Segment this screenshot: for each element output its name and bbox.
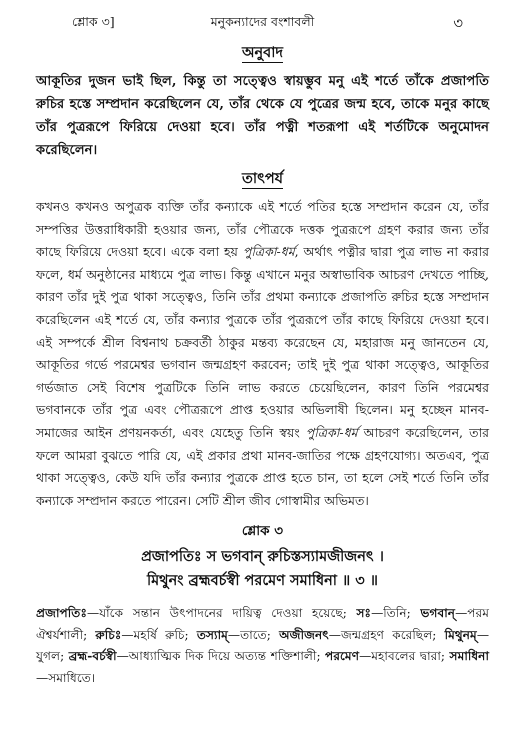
synonym-word: সঃ [356,606,372,621]
synonym-word: অজীজনৎ [279,627,329,642]
verse-reference: শ্লোক ৩] [72,14,115,29]
synonym-word: সমাধিনা [449,649,489,664]
word-synonyms [36,603,489,689]
purport-heading: তাৎপর্য [241,170,284,187]
purport-term: পুত্রিকা-ধর্ম [305,424,358,440]
translation-text: আকূতির দুজন ভাই ছিল, কিন্তু তা সত্ত্বেও স্বায়ম্ভুব মনু এই শর্তে তাঁকে প্রজাপতি রুচির হস্তে সম্প্রদান করেছিলেন যে, তাঁর থেকে যে পুত্রের জন্ম হবে, তাকে মনুর কাছে তাঁর পুত্ররূপে ফিরিয়ে দেওয়া হবে। তাঁর পত্নী শতরূপা এই শর্তটিকে অনুমোদন করেছিলেন। [36,74,489,158]
synonym-word: ব্রহ্ম-বর্চস্বী [68,649,117,664]
synonym-meaning: —আধ্যাত্মিক দিক দিয়ে অত্যন্ত শক্তিশালী; [116,649,326,664]
synonym-meaning: —যুগল; [36,627,489,664]
synonym-meaning: —মহর্ষি রুচি; [121,627,197,642]
synonym-meaning: —মহাবলের দ্বারা; [359,649,450,664]
purport-segment: , অর্থাৎ পত্নীর দ্বারা পুত্র লাভ না করার ফলে, ধর্ম অনুষ্ঠানের মাধ্যমে পুত্র লাভ। কিন্তু এখানে মনুর অস্বাভাবিক আচরণ দেখতে পাচ্ছি, কারণ তাঁর দুই পুত্র থাকা সত্ত্বেও, তিনি তাঁর প্রথমা কন্যাকে প্রজাপতি রুচির হস্তে সম্প্রদান করেছিলেন এই শর্তে যে, তাঁর কন্যার পুত্রকে তাঁর পুত্ররূপে তাঁর কাছে ফিরিয়ে দেওয়া হবে। এই সম্পর্কে শ্রীল বিশ্বনাথ চক্রবর্তী ঠাকুর মন্তব্য করেছেন যে, মহারাজ মনু জানতেন যে, আকূতির গর্ভে পরমেশ্বর ভগবান জন্মগ্রহণ করবেন; তাই দুই পুত্র থাকা সত্ত্বেও, আকূতির গর্ভজাত সেই বিশেষ পুত্রটিকে তিনি লাভ করতে চেয়েছিলেন, কারণ তিনি পরমেশ্বর ভগবানকে তাঁর পুত্র এবং পৌত্ররূপে প্রাপ্ত হওয়ার অভিলাষী ছিলেন। মনু হচ্ছেন মানব-সমাজের আইন প্রণয়নকর্তা, এবং যেহেতু তিনি স্বয়ং [36,244,489,440]
purport-segment: আচরণ করেছিলেন, তার ফলে আমরা বুঝতে পারি যে, এই প্রকার প্রথা মানব-জাতির পক্ষে গ্রহণযোগ্য। অতএব, পুত্র থাকা সত্ত্বেও, কেউ যদি তাঁর কন্যার পুত্রকে প্রাপ্ত হতে চান, তা হলে সেই শর্তে তিনি তাঁর কন্যাকে সম্প্রদান করতে পারেন। সেটি শ্রীল জীব গোস্বামীর অভিমত। [36,424,489,508]
synonym-meaning: —তাতে; [227,627,280,642]
synonym-word: ভগবান্ [420,606,456,621]
synonym-word: মিথুনম্ [444,627,477,642]
purport-text [36,196,489,512]
translation-heading: অনুবাদ [241,44,284,61]
synonym-meaning: —যাঁকে সন্তান উৎপাদনের দায়িত্ব দেওয়া হয়েছে; [86,606,357,621]
chapter-title: মনুকন্যাদের বংশাবলী [210,14,315,29]
running-header [36,0,489,38]
synonym-meaning: —জন্মগ্রহণ করেছিল; [328,627,445,642]
verse-line: প্রজাপতিঃ স ভগবান্ রুচিস্তস্যামজীজনৎ । [141,548,384,566]
synonym-word: প্রজাপতিঃ [36,606,87,621]
purport-segment: কখনও কখনও অপুত্রক ব্যক্তি তাঁর কন্যাকে এই শর্তে পতির হস্তে সম্প্রদান করেন যে, তাঁর সম্পত্তির উত্তরাধিকারী হওয়ার জন্য, তাঁর পৌত্রকে দত্তক পুত্ররূপে গ্রহণ করার জন্য তাঁর কাছে ফিরিয়ে দেওয়া হবে। একে বলা হয় [36,199,489,260]
synonym-word: রুচিঃ [95,627,122,642]
purport-term: পুত্রিকা-ধর্ম [242,244,295,260]
page-number: ৩ [453,14,463,32]
synonym-word: পরমেণ [325,649,360,664]
synonym-meaning: —তিনি; [371,606,421,621]
synonym-meaning: —পরম ঐশ্বর্যশালী; [36,606,490,642]
synonym-meaning: —সমাধিতে। [36,670,96,685]
verse-label: শ্লোক ৩ [241,523,284,540]
verse-line: মিথুনং ব্রহ্মবর্চস্বী পরমেণ সমাধিনা ॥ ৩ ॥ [146,572,378,590]
synonym-word: তস্যাম্ [196,627,228,642]
